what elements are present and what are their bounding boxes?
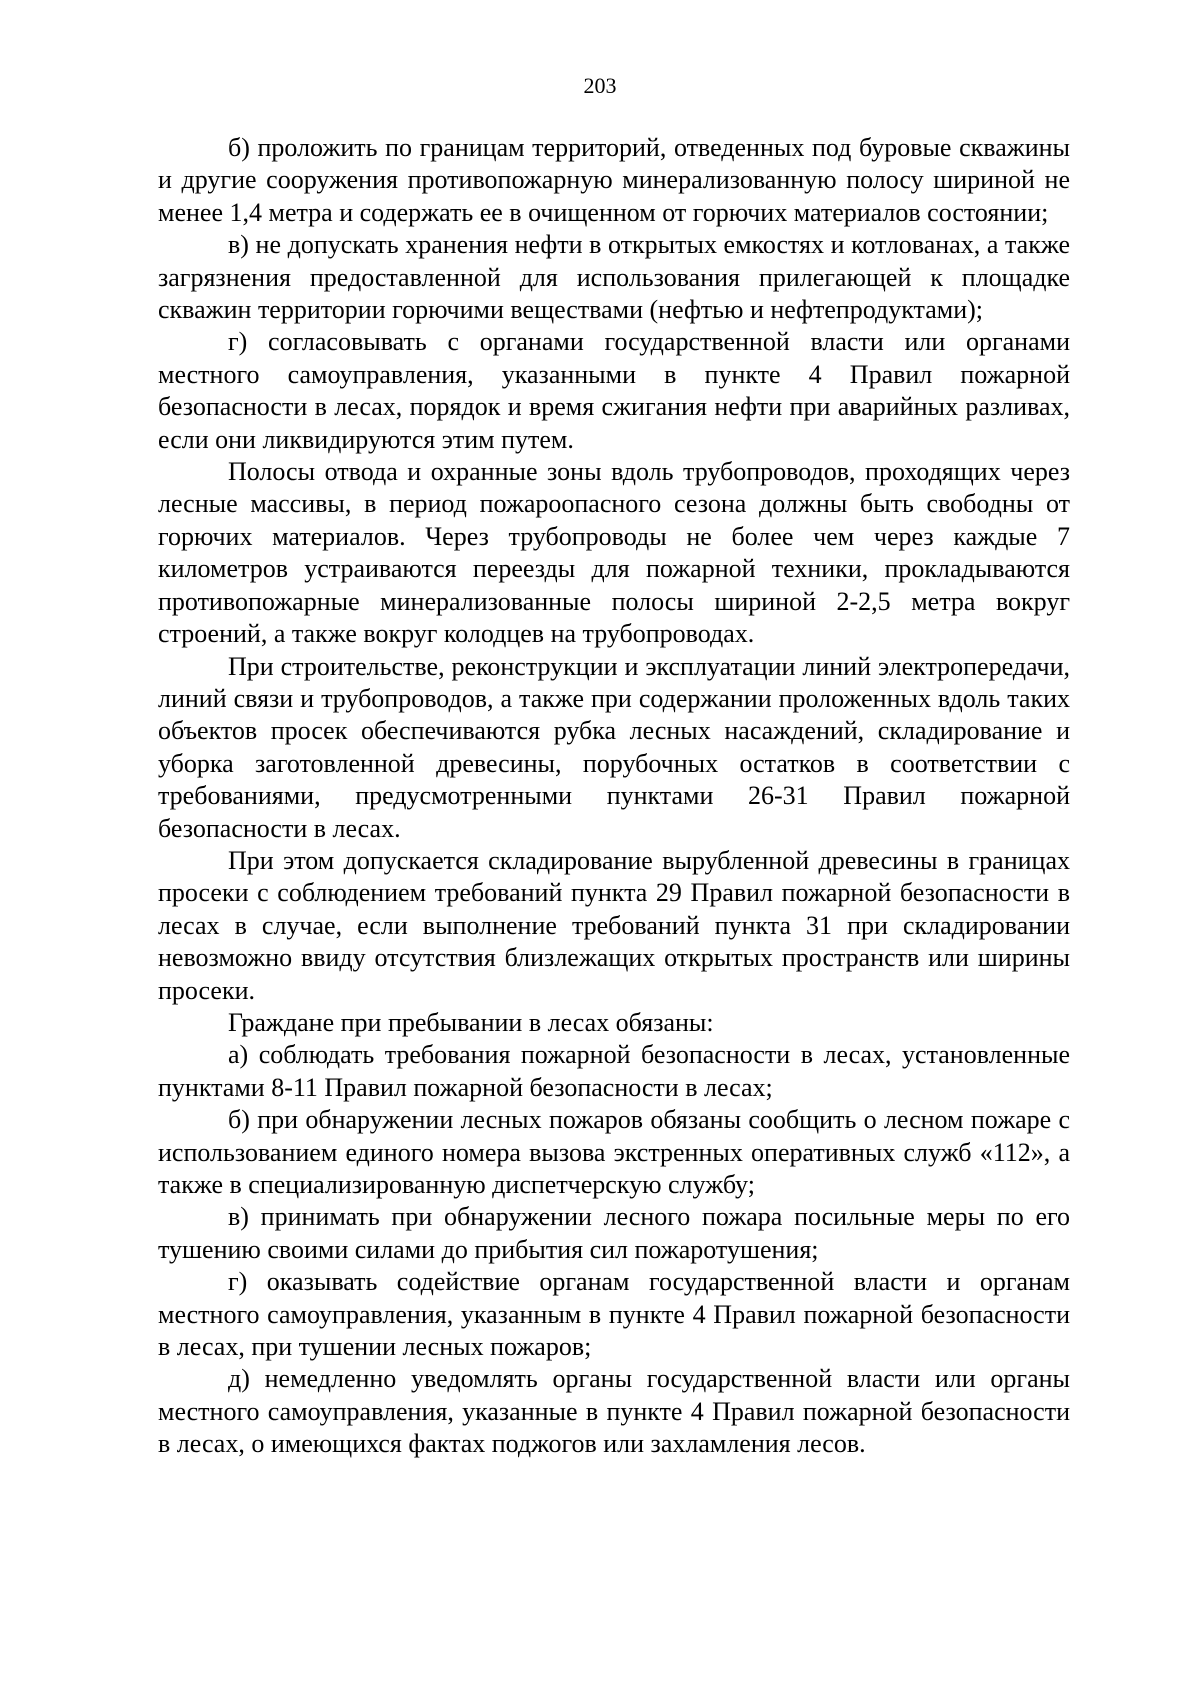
paragraph-g-oil-burning: г) согласовывать с органами государственной власти или органами местного самоуправления, указанными в пункте 4 Правил пожарной безопасности в лесах, порядок и время сжигания нефти при аварийных разливах, если они ликвидируются этим путем. (158, 327, 1070, 454)
paragraph-citizens-obligations: Граждане при пребывании в лесах обязаны: (228, 1007, 714, 1037)
paragraph-pipeline-zones: Полосы отвода и охранные зоны вдоль трубопроводов, проходящих через лесные массивы, в период пожароопасного сезона должны быть свободны от горючих материалов. Через трубопроводы не более чем через каждые 7 километров устраиваются переезды для пожарной техники, прокладываются противопожарные минерализованные полосы шириной 2-2,5 метра вокруг строений, а также вокруг колодцев на трубопроводах. (158, 457, 1070, 649)
page-number: 203 (583, 73, 617, 98)
paragraph-v-extinguish: в) принимать при обнаружении лесного пожара посильные меры по его тушению своими силами до прибытия сил пожаротушения; (158, 1202, 1070, 1264)
paragraph-b-mineral-strip: б) проложить по границам территорий, отведенных под буровые скважины и другие сооружения противопожарную минерализованную полосу шириной не менее 1,4 метра и содержать ее в очищенном от горючих материалов состоянии; (158, 133, 1070, 227)
paragraph-a-follow-requirements: а) соблюдать требования пожарной безопасности в лесах, установленные пунктами 8-11 Правил пожарной безопасности в лесах; (158, 1040, 1070, 1102)
paragraph-power-lines: При строительстве, реконструкции и эксплуатации линий электропередачи, линий связи и трубопроводов, а также при содержании проложенных вдоль таких объектов просек обеспечиваются рубка лесных насаждений, складирование и уборка заготовленной древесины, порубочных остатков в соответствии с требованиями, предусмотренными пунктами 26-31 Правил пожарной безопасности в лесах. (158, 651, 1070, 843)
paragraph-d-notify-arson: д) немедленно уведомлять органы государственной власти или органы местного самоуправления, указанные в пункте 4 Правил пожарной безопасности в лесах, о имеющихся фактах поджогов или захламления лесов. (158, 1364, 1070, 1459)
paragraph-g-assist-authorities: г) оказывать содействие органам государственной власти и органам местного самоуправления, указанным в пункте 4 Правил пожарной безопасности в лесах, при тушении лесных пожаров; (158, 1267, 1070, 1362)
paragraph-timber-storage: При этом допускается складирование вырубленной древесины в границах просеки с соблюдением требований пункта 29 Правил пожарной безопасности в лесах в случае, если выполнение требований пункта 31 при складировании невозможно ввиду отсутствия близлежащих открытых пространств или ширины просеки. (158, 845, 1070, 1005)
document-body (158, 132, 1070, 1461)
paragraph-b-report-fire: б) при обнаружении лесных пожаров обязаны сообщить о лесном пожаре с использованием единого номера вызова экстренных оперативных служб «112», а также в специализированную диспетчерскую службу; (158, 1105, 1070, 1199)
paragraph-v-oil-storage: в) не допускать хранения нефти в открытых емкостях и котлованах, а также загрязнения предоставленной для использования прилегающей к площадке скважин территории горючими веществами (нефтью и нефтепродуктами); (158, 230, 1070, 325)
